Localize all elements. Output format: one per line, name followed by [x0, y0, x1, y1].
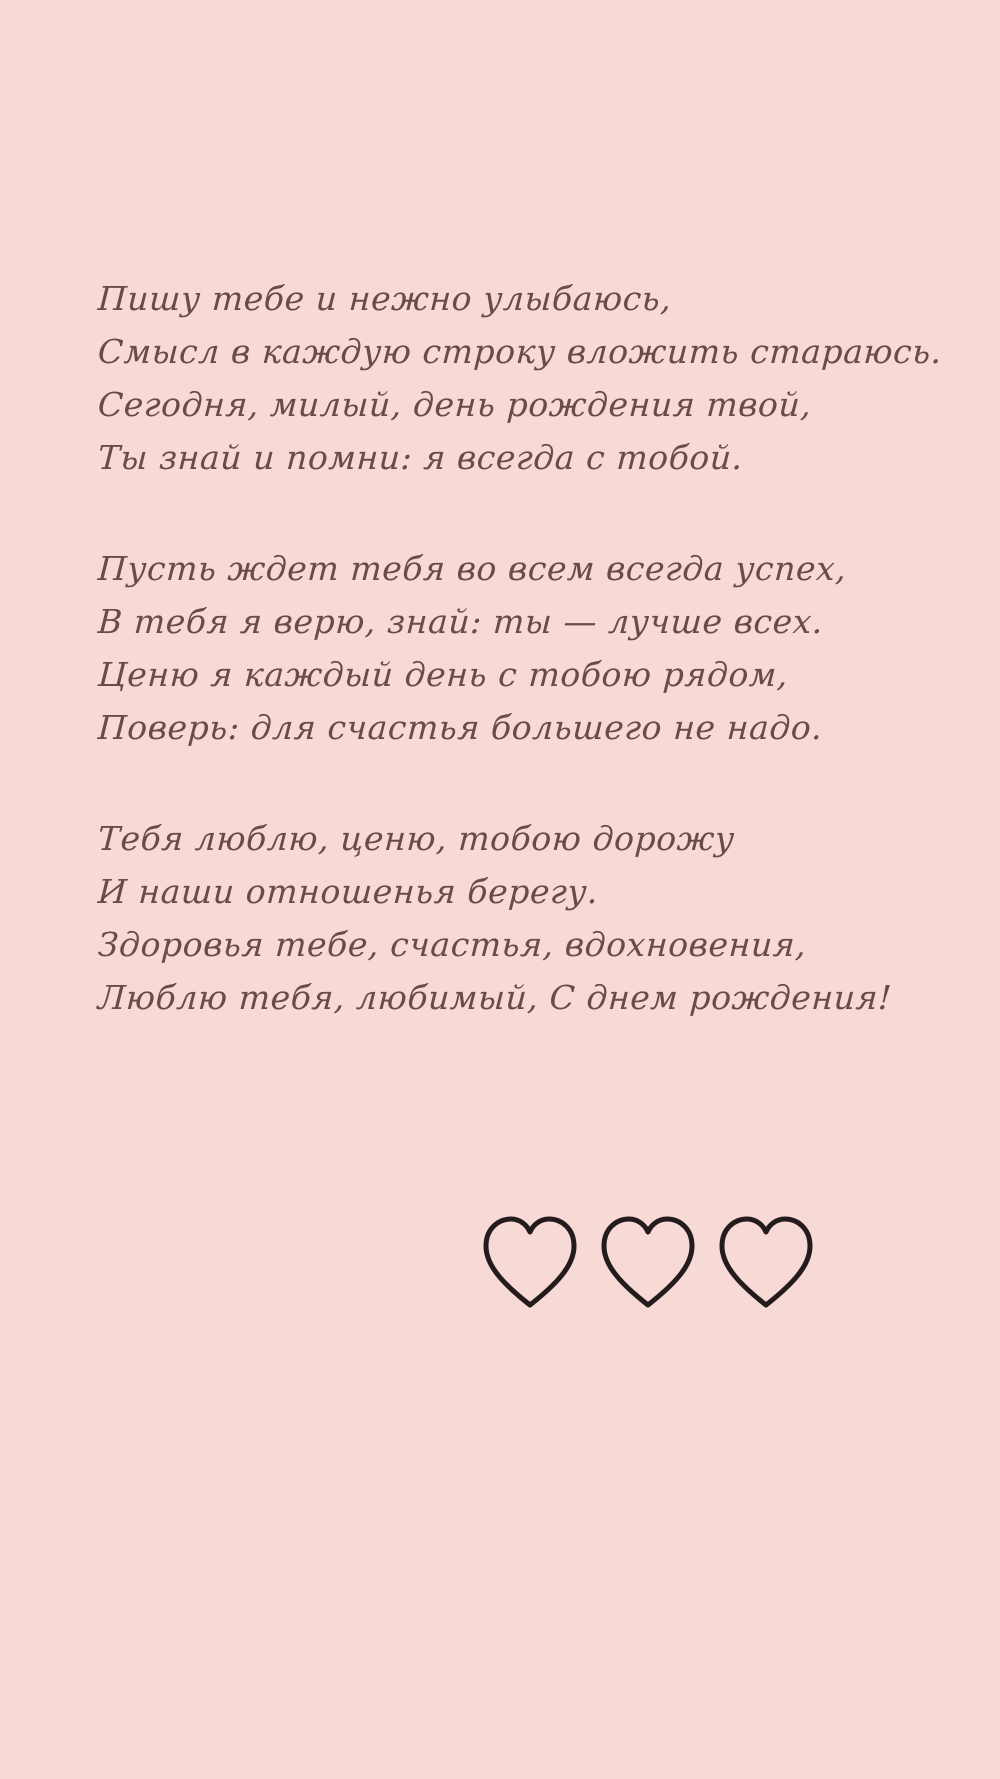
poem-stanza [98, 812, 918, 1024]
heart-outline-icon [480, 1213, 580, 1313]
poem-body [96, 272, 944, 1024]
hearts-decoration [480, 1213, 840, 1313]
poem-line: Пишу тебе и нежно улыбаюсь, [96, 279, 673, 318]
poem-line: Ты знай и помни: я всегда с тобой. [96, 438, 744, 477]
poem-line: Тебя люблю, ценю, тобою дорожу [96, 819, 736, 858]
poem-line: В тебя я верю, знай: ты — лучше всех. [96, 602, 825, 641]
poem-line: Пусть ждет тебя во всем всегда успех, [96, 549, 848, 588]
poem-line: Сегодня, милый, день рождения твой, [96, 385, 813, 424]
poem-line: Ценю я каждый день с тобою рядом, [96, 655, 790, 694]
poem-line: Смысл в каждую строку вложить стараюсь. [96, 332, 944, 371]
poem-line: И наши отношенья берегу. [96, 872, 600, 911]
heart-outline-icon [598, 1213, 698, 1313]
poem-stanza [98, 542, 918, 754]
poem-stanza [96, 272, 944, 484]
heart-outline-icon [716, 1213, 816, 1313]
poem-line: Здоровья тебе, счастья, вдохновения, [96, 925, 808, 964]
poem-line: Поверь: для счастья большего не надо. [96, 708, 824, 747]
poem-line: Люблю тебя, любимый, С днем рождения! [96, 978, 894, 1017]
